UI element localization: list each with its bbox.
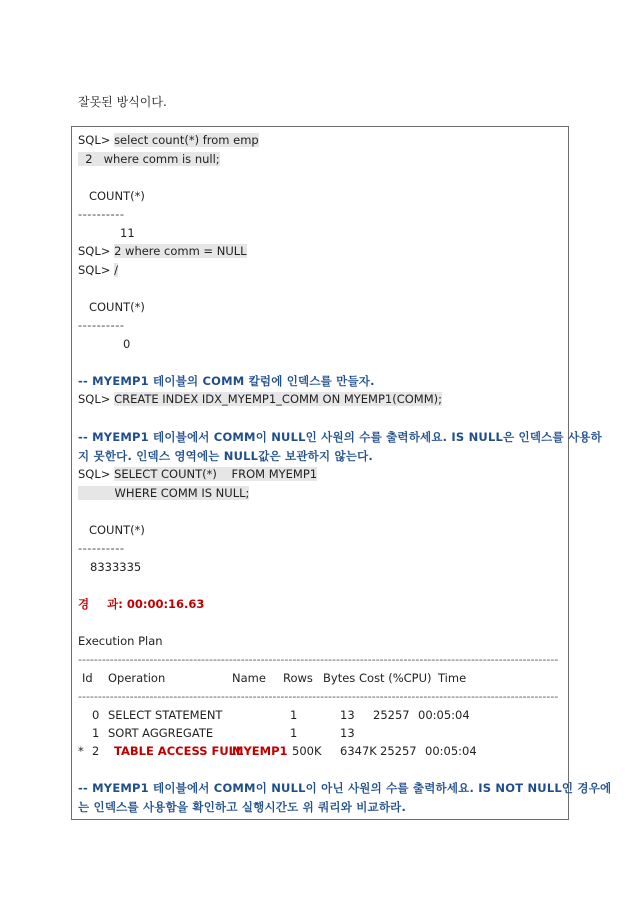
- query3-result-value: 8333335: [90, 560, 142, 574]
- plan-row-id: 2: [92, 744, 100, 758]
- query2-line2: [78, 262, 118, 278]
- index-sql-line: [78, 391, 442, 407]
- plan-header-cost: Cost (%CPU): [359, 671, 432, 685]
- sql-command: 2 where comm = NULL: [114, 244, 247, 258]
- plan-row-bytes: 6347K: [340, 744, 377, 758]
- query2-result-header: COUNT(*): [78, 300, 145, 314]
- query1-line2: [78, 151, 220, 167]
- query1-result-value: 11: [120, 226, 135, 240]
- sql-prompt: SQL>: [78, 467, 115, 481]
- plan-header-bytes: Bytes: [323, 671, 356, 685]
- plan-row-rows: 1: [290, 708, 298, 722]
- plan-row-bytes: 13: [340, 708, 355, 722]
- query3-result-header: COUNT(*): [78, 523, 145, 537]
- sql-command: CREATE INDEX IDX_MYEMP1_COMM ON MYEMP1(COMM);: [114, 392, 442, 406]
- plan-header-time: Time: [438, 671, 467, 685]
- sql-prompt: SQL>: [78, 263, 115, 277]
- plan-row-marker: *: [78, 744, 84, 758]
- plan-row-time: 00:05:04: [418, 708, 470, 722]
- sql-continuation: WHERE COMM IS NULL;: [78, 486, 250, 500]
- plan-header-name: Name: [232, 671, 266, 685]
- plan-row-operation: SORT AGGREGATE: [108, 726, 214, 740]
- query3-line1: [78, 466, 317, 482]
- sql-continuation: 2 where comm is null;: [78, 152, 220, 166]
- plan-row-id: 1: [92, 726, 100, 740]
- query3-result-dashes: ----------: [78, 541, 125, 555]
- elapsed-time: 00:00:16.63: [126, 597, 205, 611]
- sql-prompt: SQL>: [78, 133, 115, 147]
- query3-line2: [78, 485, 249, 501]
- query1-result-dashes: ----------: [78, 207, 125, 221]
- plan-header-rows: Rows: [283, 671, 313, 685]
- elapsed-label-a: 경: [78, 597, 90, 611]
- plan-row-id: 0: [92, 708, 100, 722]
- index-comment: -- MYEMP1 테이블의 COMM 칼럼에 인덱스를 만들자.: [78, 374, 375, 388]
- null-comment-line1: -- MYEMP1 테이블에서 COMM이 NULL인 사원의 수를 출력하세요. IS NULL은 인덱스를 사용하: [78, 430, 602, 444]
- plan-header-id: Id: [82, 671, 93, 685]
- plan-row-time: 00:05:04: [425, 744, 477, 758]
- sql-prompt: SQL>: [78, 392, 115, 406]
- plan-separator-bottom: -------------------------------------------------------------------------------------------------------------------------: [78, 690, 559, 703]
- query2-result-value: 0: [123, 337, 131, 351]
- plan-row-cost: 25257: [373, 708, 410, 722]
- plan-header-operation: Operation: [108, 671, 166, 685]
- sql-command: SELECT COUNT(*) FROM MYEMP1: [114, 467, 318, 481]
- notnull-comment-line1: -- MYEMP1 테이블에서 COMM이 NULL이 아닌 사원의 수를 출력하세요. IS NOT NULL인 경우에: [78, 781, 612, 795]
- sql-command: /: [114, 263, 118, 277]
- query2-result-dashes: ----------: [78, 318, 125, 332]
- notnull-comment-line2: 는 인덱스를 사용함을 확인하고 실행시간도 위 쿼리와 비교하라.: [78, 800, 407, 814]
- plan-row-cost: 25257: [380, 744, 417, 758]
- query2-line1: [78, 243, 247, 259]
- intro-text: 잘못된 방식이다.: [78, 95, 167, 109]
- plan-row-operation: TABLE ACCESS FULL: [114, 744, 244, 758]
- sql-command: select count(*) from emp: [114, 133, 259, 147]
- plan-row-name: MYEMP1: [232, 744, 288, 758]
- plan-title: Execution Plan: [78, 634, 163, 648]
- plan-row-rows: 1: [290, 726, 298, 740]
- sql-prompt: SQL>: [78, 244, 115, 258]
- query1-line1: [78, 132, 259, 148]
- plan-separator-top: -------------------------------------------------------------------------------------------------------------------------: [78, 653, 559, 666]
- elapsed-line: [78, 596, 204, 612]
- query1-result-header: COUNT(*): [78, 189, 145, 203]
- plan-row-operation: SELECT STATEMENT: [108, 708, 223, 722]
- elapsed-label-b: 과:: [107, 597, 123, 611]
- null-comment-line2: 지 못한다. 인덱스 영역에는 NULL값은 보관하지 않는다.: [78, 449, 373, 463]
- plan-row-bytes: 13: [340, 726, 355, 740]
- plan-row-rows: 500K: [292, 744, 322, 758]
